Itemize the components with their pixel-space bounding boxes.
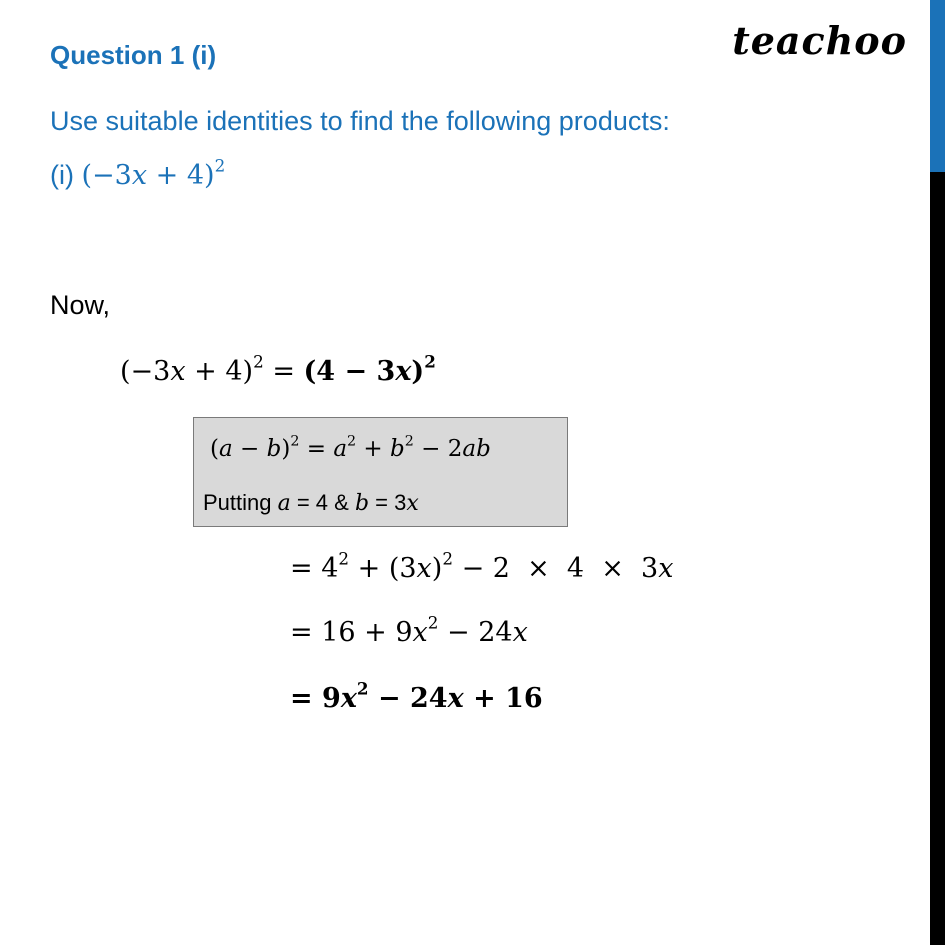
question-part — [50, 155, 226, 191]
solution-intro: Now, — [50, 290, 111, 320]
final-answer: = $9x^2 - 24x + 16$ — [290, 678, 543, 714]
scrollbar-thumb[interactable] — [930, 0, 945, 172]
identity-substitution: Putting a = 4 & b = 3x — [203, 490, 419, 516]
question-instruction: Use suitable identities to find the following products: — [50, 106, 670, 136]
solution-step-2: = $16 + 9x^2 - 24x$ — [290, 612, 528, 648]
identity-formula: $(a - b)^2 = a^2 + b^2 - 2ab$ — [210, 433, 491, 462]
solution-step-1: = $4^2 + (3x)^2 - 2 \times 4 \times 3x$ — [290, 548, 674, 584]
part-label: (i) — [50, 160, 74, 190]
rewrite-equation: $(-3x + 4)^2 = (4 - 3x)^2$ — [120, 351, 436, 387]
question-expression: $(-3x + 4)^2$ — [81, 155, 226, 191]
identity-box — [193, 417, 568, 527]
question-title: Question 1 (i) — [50, 40, 217, 70]
teachoo-logo[interactable]: teachoo — [732, 18, 907, 63]
scrollbar[interactable] — [930, 0, 945, 945]
